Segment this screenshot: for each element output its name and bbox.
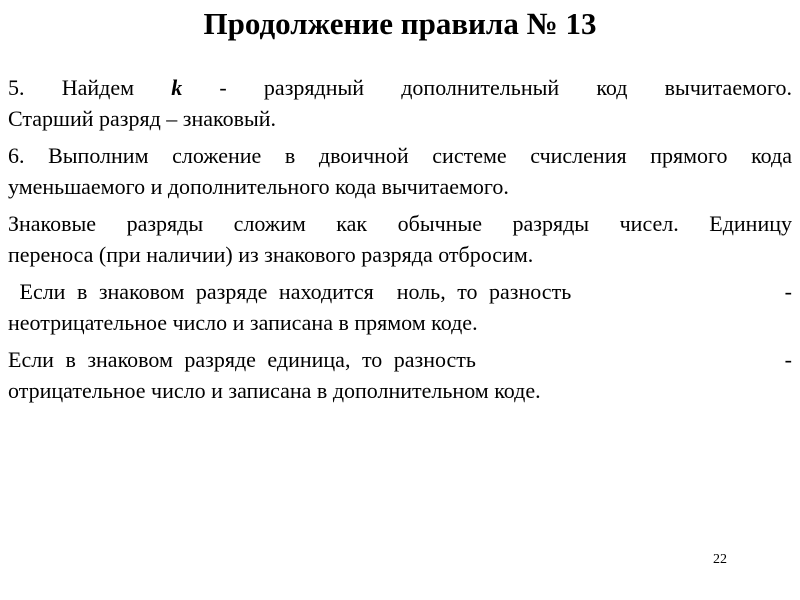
zero-sign-dash: -	[784, 279, 792, 304]
one-sign-text: Если в знаковом разряде единица, то разность	[8, 347, 476, 372]
paragraph-one-sign-line-1	[8, 344, 792, 375]
paragraph-step-5-line-1	[8, 72, 792, 103]
variable-k: k	[171, 75, 183, 100]
paragraph-one-sign-line-2: отрицательное число и записана в дополнительном коде.	[8, 378, 541, 403]
paragraph-step-5	[8, 72, 792, 134]
paragraph-step-6-line-1: 6. Выполним сложение в двоичной системе счисления прямого кода	[8, 143, 792, 168]
slide-title: Продолжение правила № 13	[203, 6, 597, 41]
zero-sign-text: Если в знаковом разряде находится ноль, то разность	[8, 279, 572, 304]
paragraph-step-6-line-2: уменьшаемого и дополнительного кода вычитаемого.	[8, 174, 509, 199]
paragraph-sign-bits-line-2: переноса (при наличии) из знакового разряда отбросим.	[8, 242, 534, 267]
step-5-text-before: 5. Найдем	[8, 75, 172, 100]
page-number: 22	[713, 552, 727, 567]
paragraph-sign-bits	[8, 208, 792, 270]
one-sign-dash: -	[784, 347, 792, 372]
slide-body	[8, 72, 792, 412]
paragraph-zero-sign-line-1	[8, 276, 792, 307]
paragraph-sign-bits-line-1: Знаковые разряды сложим как обычные разряды чисел. Единицу	[8, 211, 792, 236]
paragraph-one-sign	[8, 344, 792, 406]
paragraph-step-5-line-2: Старший разряд – знаковый.	[8, 106, 277, 131]
paragraph-step-6	[8, 140, 792, 202]
paragraph-zero-sign	[8, 276, 792, 338]
paragraph-zero-sign-line-2: неотрицательное число и записана в прямом коде.	[8, 310, 478, 335]
step-5-text-after: - разрядный дополнительный код вычитаемого.	[182, 75, 792, 100]
